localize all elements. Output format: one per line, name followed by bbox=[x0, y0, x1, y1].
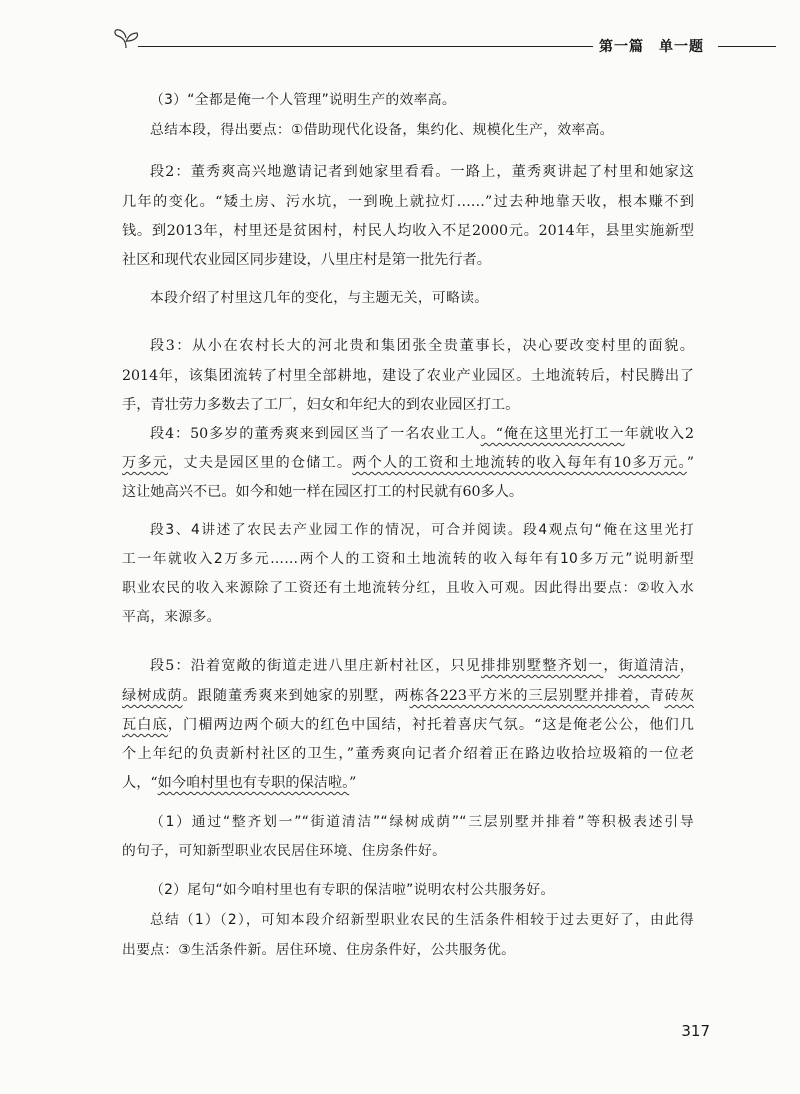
underlined-phrase: 排排别墅整齐划一 bbox=[481, 658, 604, 674]
text-line: 段2：董秀爽高兴地邀请记者到她家里看看。一路上，董秀爽讲起了村里和她家这 bbox=[150, 164, 694, 180]
page-number: 317 bbox=[681, 1022, 710, 1040]
header-rule-right bbox=[718, 46, 776, 47]
underlined-phrase: 。“俺在这里光打工一 bbox=[480, 426, 625, 442]
text-line: 段3：从小在农村长大的河北贵和集团张全贵董事长，决心要改变村里的面貌。 bbox=[150, 338, 694, 354]
text-line: 瓦白底，门楣两边两个硕大的红色中国结，衬托着喜庆气氛。“这是俺老公公，他们几 bbox=[122, 717, 694, 733]
text-line: 总结（1）（2），可知本段介绍新型职业农民的生活条件相较于过去更好了，由此得 bbox=[150, 912, 694, 928]
section-title: 第一篇 单一题 bbox=[599, 39, 704, 55]
text-line: 的句子，可知新型职业农民居住环境、住房条件好。 bbox=[122, 843, 447, 859]
text-line: 手，青壮劳力多数去了工厂，妇女和年纪大的到农业园区打工。 bbox=[122, 397, 520, 413]
underlined-phrase: 绿树成荫 bbox=[122, 688, 183, 704]
underlined-phrase: 万多元 bbox=[122, 455, 169, 471]
text-line: 本段介绍了村里这几年的变化，与主题无关，可略读。 bbox=[150, 290, 489, 306]
text-line: 社区和现代农业园区同步建设，八里庄村是第一批先行者。 bbox=[122, 252, 491, 268]
text-line: 段5：沿着宽敞的街道走进八里庄新村社区，只见排排别墅整齐划一，街道清洁， bbox=[150, 658, 694, 674]
page-header bbox=[112, 28, 772, 58]
text-line: 工一年就收入2万多元……两个人的工资和土地流转的收入每年有10多万元”说明新型 bbox=[122, 551, 694, 567]
underlined-phrase: 栋各223平方米的三层别墅并排着， bbox=[409, 688, 650, 704]
text-line: 出要点：③生活条件新。居住环境、住房条件好，公共服务优。 bbox=[122, 942, 516, 958]
underlined-phrase: 街道清洁 bbox=[618, 658, 680, 674]
text-line: 钱。到2013年，村里还是贫困村，村民人均收入不足2000元。2014年，县里实施新型 bbox=[122, 223, 694, 239]
text-line: 段4：50多岁的董秀爽来到园区当了一名农业工人。“俺在这里光打工一年就收入2 bbox=[150, 426, 694, 442]
underlined-phrase: 两个人的工资和土地流转的收入每年有10多万元。 bbox=[352, 455, 687, 471]
text-line: 个上年纪的负责新村社区的卫生，”董秀爽向记者介绍着正在路边收拾垃圾箱的一位老 bbox=[122, 746, 694, 762]
text-line: （3）“全都是俺一个人管理”说明生产的效率高。 bbox=[150, 92, 456, 108]
text-line: （1）通过“整齐划一”“街道清洁”“绿树成荫”“三层别墅并排着”等积极表述引导 bbox=[150, 814, 694, 830]
text-line: 绿树成荫。跟随董秀爽来到她家的别墅，两栋各223平方米的三层别墅并排着，青砖灰 bbox=[122, 688, 694, 704]
text-line: 几年的变化。“矮土房、污水坑，一到晚上就拉灯……”过去种地靠天收，根本赚不到 bbox=[122, 194, 694, 210]
text-line: 平高，来源多。 bbox=[122, 609, 221, 625]
text-line: 职业农民的收入来源除了工资还有土地流转分红，且收入可观。因此得出要点：②收入水 bbox=[122, 580, 694, 596]
underlined-phrase: 如今咱村里也有专职的保洁啦。 bbox=[157, 775, 350, 791]
text-line: 总结本段，得出要点：①借助现代化设备，集约化、规模化生产，效率高。 bbox=[150, 122, 614, 138]
text-line: （2）尾句“如今咱村里也有专职的保洁啦”说明农村公共服务好。 bbox=[150, 882, 555, 898]
underlined-phrase: 砖灰 bbox=[664, 688, 694, 704]
text-line: 2014年，该集团流转了村里全部耕地，建设了农业产业园区。土地流转后，村民腾出了 bbox=[122, 368, 694, 384]
text-line: 段3、4讲述了农民去产业园工作的情况，可合并阅读。段4观点句“俺在这里光打 bbox=[150, 522, 694, 538]
underlined-phrase: 瓦白底 bbox=[122, 717, 168, 733]
text-line: 万多元，丈夫是园区里的仓储工。两个人的工资和土地流转的收入每年有10多万元。” bbox=[122, 455, 694, 471]
text-line: 这让她高兴不已。如今和她一样在园区打工的村民就有60多人。 bbox=[122, 484, 524, 500]
text-line: 人，“如今咱村里也有专职的保洁啦。” bbox=[122, 775, 357, 791]
header-rule-left bbox=[138, 46, 593, 47]
